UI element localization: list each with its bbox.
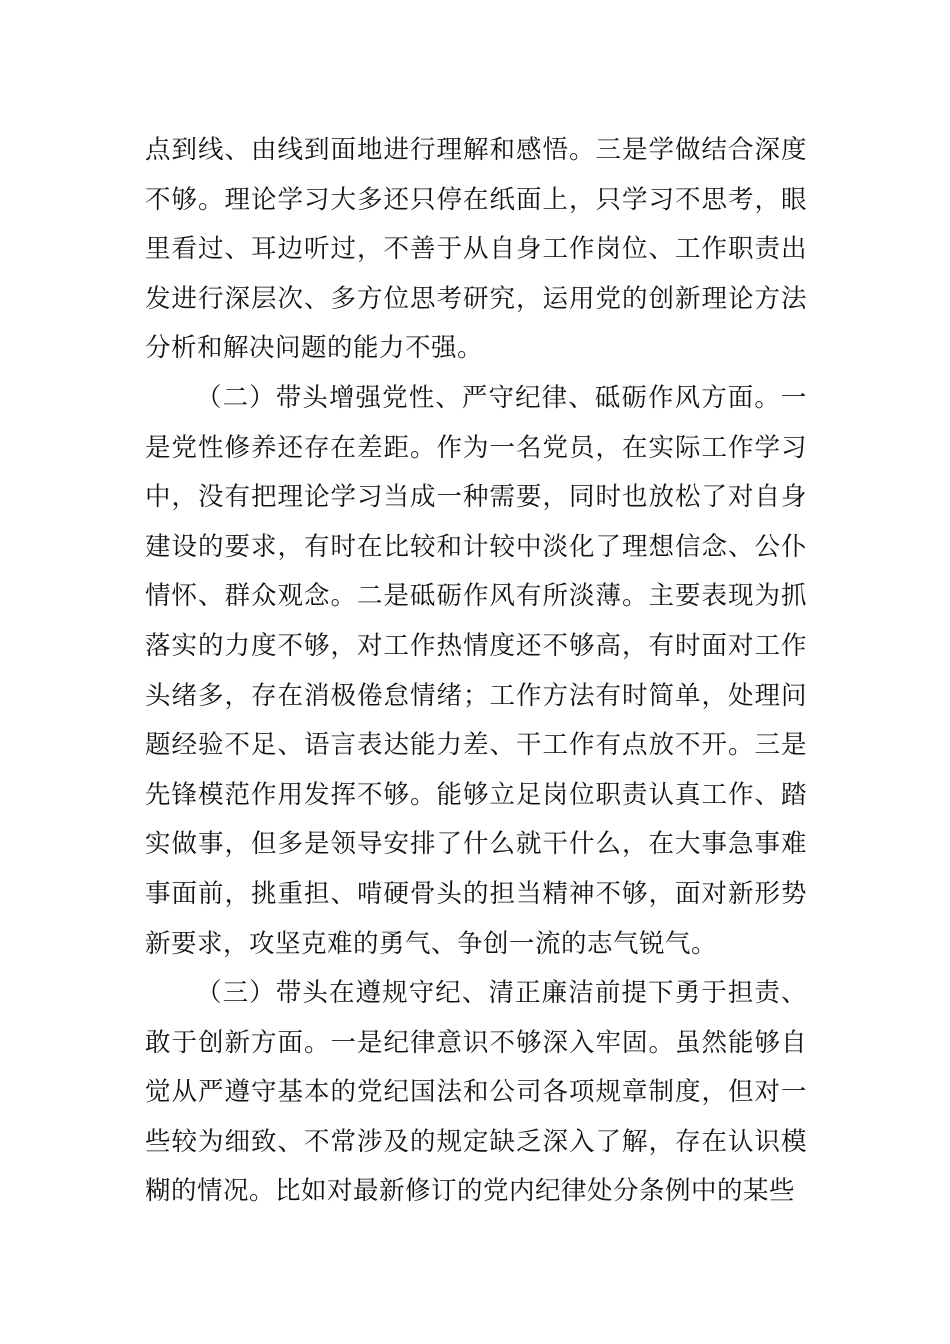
paragraph-continuation: 点到线、由线到面地进行理解和感悟。三是学做结合深度不够。理论学习大多还只停在纸面上，只学习不思考，眼里看过、耳边听过，不善于从自身工作岗位、工作职责出发进行深层次、多方位思考研究，运用党的创新理论方法分析和解决问题的能力不强。 [145, 135, 807, 364]
paragraph-section-two: （二）带头增强党性、严守纪律、砥砺作风方面。一是党性修养还存在差距。作为一名党员，在实际工作学习中，没有把理论学习当成一种需要，同时也放松了对自身建设的要求，有时在比较和计较中淡化了理想信念、公仆情怀、群众观念。二是砥砺作风有所淡薄。主要表现为抓落实的力度不够，对工作热情度还不够高，有时面对工作头绪多，存在消极倦怠情绪；工作方法有时简单，处理问题经验不足、语言表达能力差、干工作有点放不开。三是先锋模范作用发挥不够。能够立足岗位职责认真工作、踏实做事，但多是领导安排了什么就干什么，在大事急事难事面前，挑重担、啃硬骨头的担当精神不够，面对新形势新要求，攻坚克难的勇气、争创一流的志气锐气。 [145, 382, 807, 959]
paragraph-section-three: （三）带头在遵规守纪、清正廉洁前提下勇于担责、敢于创新方面。一是纪律意识不够深入牢固。虽然能够自觉从严遵守基本的党纪国法和公司各项规章制度，但对一些较为细致、不常涉及的规定缺乏深入了解，存在认识模糊的情况。比如对最新修订的党内纪律处分条例中的某些 [145, 978, 807, 1207]
document-body [145, 126, 807, 1217]
